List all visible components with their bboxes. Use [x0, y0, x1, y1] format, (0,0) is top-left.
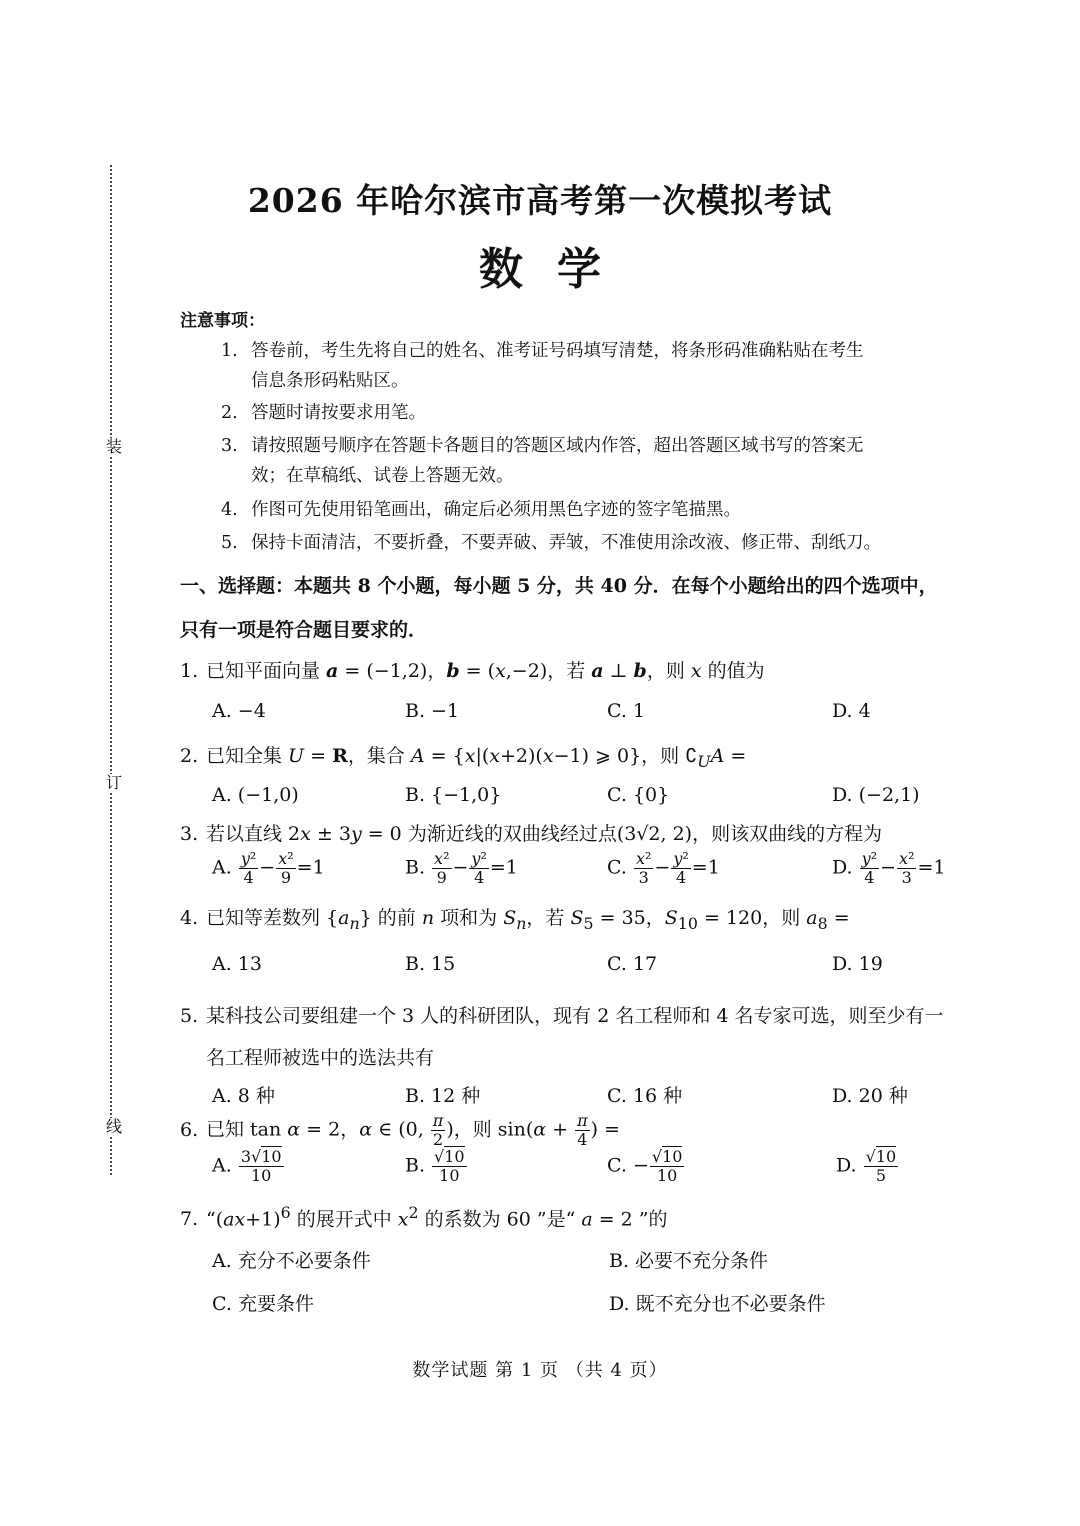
question-1-options [212, 700, 992, 740]
note-text: 作图可先使用铅笔画出，确定后必须用黑色字迹的签字笔描黑。 [251, 500, 741, 520]
option-c: C. 16 种 [607, 1085, 683, 1107]
option-c: C. {0} [607, 784, 670, 806]
question-number: 2. [180, 745, 199, 767]
margin-mark-xian: 线 [106, 1117, 123, 1136]
note-item [221, 495, 981, 525]
option-a: A. 充分不必要条件 [212, 1250, 371, 1272]
note-continuation: 信息条形码粘贴区。 [251, 371, 409, 391]
question-6-options [212, 1148, 992, 1198]
section-line-2: 只有一项是符合题目要求的． [180, 619, 428, 641]
note-number: 4. [221, 500, 238, 520]
option-b: B. $\frac{\text{x²}}{9}$ − $\frac{\text{y²}}{4}$ =1 [405, 849, 518, 887]
question-number: 1. [180, 660, 199, 682]
question-5 [180, 995, 980, 1079]
margin-mark-zhuang: 装 [106, 437, 123, 456]
exam-title: 2026 年哈尔滨市高考第一次模拟考试 [247, 181, 833, 220]
option-a: A. $\frac{3√10}{10}$ [212, 1147, 282, 1185]
option-d: D. 19 [832, 953, 883, 975]
option-d: D. 4 [832, 700, 871, 722]
option-a: A. 8 种 [212, 1085, 275, 1107]
question-number: 3. [180, 823, 199, 845]
question-number: 7. [180, 1208, 199, 1231]
question-7-options-row2 [212, 1289, 992, 1329]
question-number: 5. [180, 1005, 199, 1027]
option-d: D. (−2,1) [832, 784, 920, 806]
question-number: 6. [180, 1118, 199, 1141]
note-text: 答卷前，考生先将自己的姓名、准考证号码填写清楚，将条形码准确粘贴在考生 [251, 341, 864, 361]
question-4: 4. 已知等差数列 $\{a_n\}$ 的前 n 项和为 $S_n$，若 $S_5 = 35$，$S_{10} = 120$，则 $a_8$ = [180, 907, 850, 933]
note-number: 1. [221, 341, 238, 361]
exam-subject: 数学 [479, 244, 635, 295]
section-line-1: 一、选择题：本题共 8 个小题，每小题 5 分，共 40 分．在每个小题给出的四个选项中， [180, 575, 938, 597]
option-a: A. 13 [212, 953, 262, 975]
option-c: C. 17 [607, 953, 658, 975]
note-item [221, 336, 981, 396]
question-2: 2. 已知全集 U = R，集合 A = {x|(x+2)(x−1) ⩾ 0}，则 $∁_UA$ = [180, 745, 747, 771]
binding-line [110, 165, 112, 1175]
option-d: D. $\frac{\text{y²}}{4}$ − $\frac{\text{x²}}{3}$ =1 [832, 849, 946, 887]
question-number: 4. [180, 907, 199, 929]
question-3-options [212, 850, 992, 890]
option-d: D. 20 种 [832, 1085, 908, 1107]
question-1: 1. 已知平面向量 a = (−1,2)，b = (x,−2)，若 a ⊥ b，则 x 的值为 [180, 660, 765, 682]
question-4-options [212, 953, 992, 993]
option-c: C. − $\frac{√10}{10}$ [607, 1147, 683, 1185]
note-number: 3. [221, 436, 238, 456]
note-item [221, 431, 981, 491]
notes-heading: 注意事项： [180, 311, 265, 331]
note-text: 请按照题号顺序在答题卡各题目的答题区域内作答，超出答题区域书写的答案无 [251, 436, 864, 456]
option-a: A. −4 [212, 700, 266, 722]
note-number: 2. [221, 403, 238, 423]
option-a: A. $\frac{\text{y²}}{4}$ − $\frac{\text{x²}}{9}$ =1 [212, 849, 325, 887]
option-b: B. $\frac{√10}{10}$ [405, 1147, 465, 1185]
option-c: C. 1 [607, 700, 646, 722]
page-footer: 数学试题 第 1 页 （共 4 页） [412, 1360, 668, 1381]
option-b: B. {−1,0} [405, 784, 502, 806]
margin-mark-ding: 订 [106, 773, 123, 792]
option-d: D. 既不充分也不必要条件 [609, 1293, 826, 1315]
option-a: A. (−1,0) [212, 784, 299, 806]
question-2-options [212, 784, 992, 824]
option-c: C. $\frac{\text{x²}}{3}$ − $\frac{\text{y²}}{4}$ =1 [607, 849, 720, 887]
question-3: 3. 若以直线 2x ± 3y = 0 为渐近线的双曲线经过点(3√2, 2)，则该双曲线的方程为 [180, 823, 883, 845]
option-b: B. 必要不充分条件 [609, 1250, 769, 1272]
option-c: C. 充要条件 [212, 1293, 314, 1315]
question-7: 7. “$(ax+1)^6$ 的展开式中 $x^2$ 的系数为 60 ”是“ a = 2 ”的 [180, 1203, 668, 1231]
note-text: 保持卡面清洁，不要折叠，不要弄破、弄皱，不准使用涂改液、修正带、刮纸刀。 [251, 533, 881, 553]
note-item [221, 528, 981, 558]
option-d: D. $\frac{√10}{5}$ [836, 1147, 897, 1185]
option-b: B. 12 种 [405, 1085, 481, 1107]
question-text-cont: 名工程师被选中的选法共有 [206, 1047, 435, 1069]
note-continuation: 效；在草稿纸、试卷上答题无效。 [251, 466, 514, 486]
option-b: B. −1 [405, 700, 460, 722]
note-number: 5. [221, 533, 238, 553]
section-heading [180, 564, 980, 652]
question-6: 6. 已知 tan α = 2，α ∈ (0, $\frac{\pi}{2}$ )，则 sin(α + $\frac{\pi}{4}$ ) = [180, 1111, 620, 1149]
option-b: B. 15 [405, 953, 456, 975]
question-7-options-row1 [212, 1246, 992, 1286]
question-text: 某科技公司要组建一个 3 人的科研团队，现有 2 名工程师和 4 名专家可选，则至少有一 [206, 1005, 944, 1027]
note-item [221, 398, 981, 428]
note-text: 答题时请按要求用笔。 [251, 403, 426, 423]
